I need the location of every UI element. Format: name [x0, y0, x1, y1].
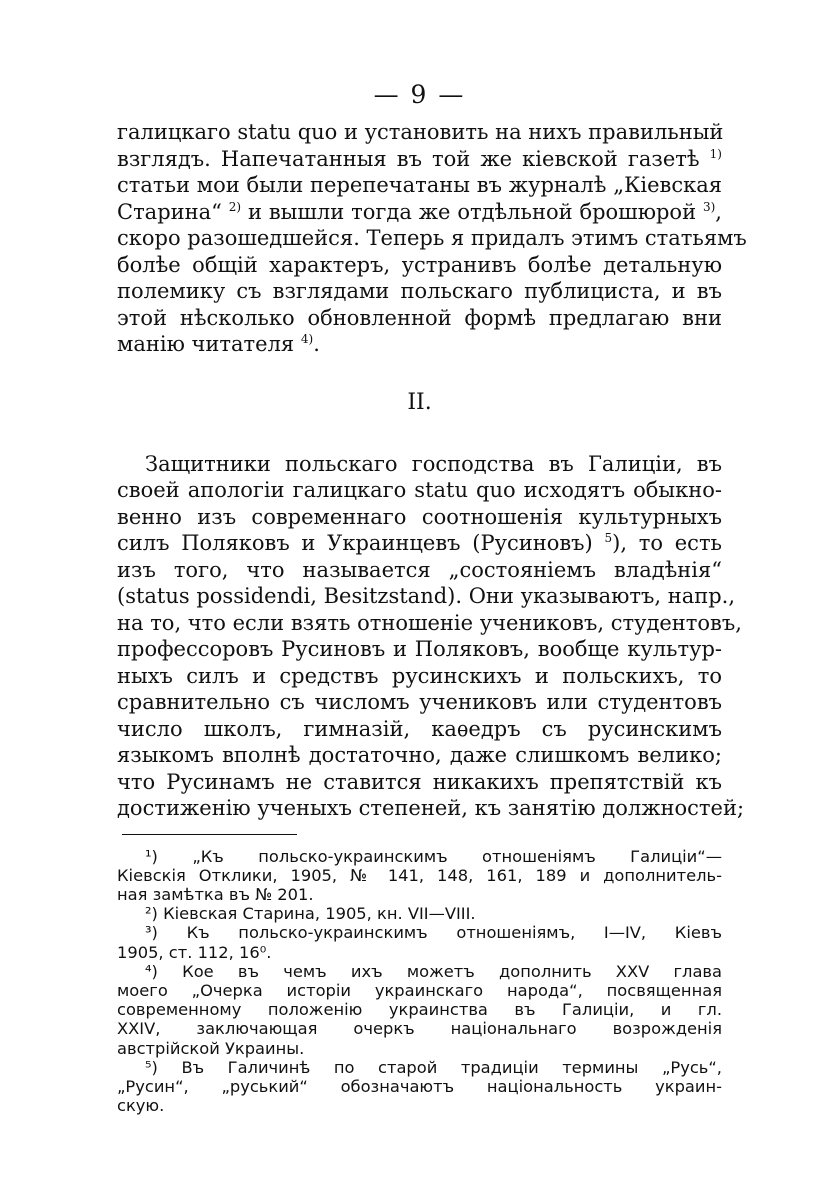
footnote-4	[117, 962, 722, 1058]
text-line: изъ того, что называется „состояніемъ владѣнія“	[117, 557, 722, 582]
footnote-2	[117, 904, 722, 923]
footnote-line: XXIV, заключающая очеркъ національнаго возрожденія	[117, 1019, 722, 1039]
footnote-line: ³) Къ польско-украинскимъ отношеніямъ, I—IV, Кіевъ	[145, 923, 722, 943]
text-line: силъ Поляковъ и Украинцевъ (Русиновъ) $^5$), то есть	[117, 531, 722, 555]
text-line: полемику съ взглядами польскаго публициста, и въ	[117, 279, 722, 303]
text-line: Защитники польскаго господства въ Галиціи, въ	[145, 451, 722, 476]
text-line: на то, что если взять отношеніе учениковъ, студентовъ,	[117, 610, 742, 635]
document-page	[117, 80, 747, 1116]
text-line: статьи мои были перепечатаны въ журналѣ „Кіевская	[117, 173, 722, 197]
text-line: сравнительно съ числомъ учениковъ или студентовъ	[117, 690, 722, 714]
footnote-line: 1905, ст. 112, 16⁰.	[117, 942, 272, 962]
page-number: — 9 —	[373, 80, 466, 109]
footnote-line: скую.	[117, 1096, 165, 1116]
text-line: этой нѣсколько обновленной формѣ предлагаю вни	[117, 305, 722, 330]
text-line: языкомъ вполнѣ достаточно, даже слишкомъ велико;	[117, 743, 722, 767]
footnote-line: австрійской Украины.	[117, 1038, 305, 1058]
text-line: (status possidendi, Besitzstand). Они указываютъ, напр.,	[117, 584, 736, 608]
footnote-ref: 2)	[228, 199, 242, 214]
footnote-line: Кіевскія Отклики, 1905, № 141, 148, 161, 189 и дополнитель-	[117, 865, 722, 885]
footnote-1	[117, 847, 722, 905]
text-line: что Русинамъ не ставится никакихъ препятствій къ	[117, 769, 722, 794]
footnote-line: „Русин“, „руський“ обозначаютъ національность украин-	[117, 1076, 722, 1096]
footnote-line: ⁴) Кое въ чемъ ихъ можетъ дополнить XXV глава	[145, 961, 722, 981]
text-line: манію читателя $^{4)}$.	[117, 332, 320, 356]
footnote-3	[117, 923, 722, 961]
text-line: венно изъ современнаго соотношенія культурныхъ	[117, 504, 722, 529]
paragraph-2	[117, 451, 745, 822]
footnote-line: моего „Очерка исторіи украинскаго народа“, посвященная	[117, 980, 722, 1000]
footnote-line: ¹) „Къ польско-украинскимъ отношеніямъ Галиціи“—	[145, 846, 722, 866]
text-line: ныхъ силъ и средствъ русинскихъ и польскихъ, то	[117, 663, 722, 688]
text-line: галицкаго statu quo и установить на нихъ правильный	[117, 120, 724, 144]
footnote-line: ⁵) Въ Галичинѣ по старой традиціи термины „Русь“,	[145, 1057, 722, 1077]
text-line: число школъ, гимназій, каѳедръ съ русинскимъ	[117, 716, 722, 741]
text-line: скоро разошедшейся. Теперь я придалъ этимъ статьямъ	[117, 226, 747, 250]
paragraph-1	[117, 119, 747, 358]
footnote-ref: 3)	[702, 199, 716, 214]
text-line: Старина“ $^{2)}$ и вышли тогда же отдѣльной брошюрой $^{3)}$,	[117, 199, 722, 224]
text-line: достиженію ученыхъ степеней, къ занятію должностей;	[117, 796, 745, 820]
footnotes	[117, 847, 722, 1116]
text-line: взглядъ. Напечатанныя въ той же кіевской газетѣ $^{1)}$	[117, 146, 722, 171]
footnote-line: ная замѣтка въ № 201.	[117, 884, 314, 904]
text-line: болѣе общій характеръ, устранивъ болѣе детальную	[117, 252, 722, 277]
footnote-line: ²) Кіевская Старина, 1905, кн. VII—VIII.	[145, 904, 476, 924]
footnote-5	[117, 1058, 722, 1116]
text-line: профессоровъ Русиновъ и Поляковъ, вообще культур-	[117, 637, 722, 661]
footnote-line: современному положенію украинства въ Галиціи, и гл.	[117, 1000, 722, 1020]
footnote-ref: 1)	[709, 146, 722, 161]
footnote-ref: 5	[604, 531, 613, 545]
footnote-divider	[122, 834, 297, 835]
footnote-ref: 4)	[300, 332, 314, 346]
text-line: своей апологіи галицкаго statu quo исходятъ обыкно-	[117, 478, 722, 502]
section-heading: II.	[407, 389, 432, 415]
